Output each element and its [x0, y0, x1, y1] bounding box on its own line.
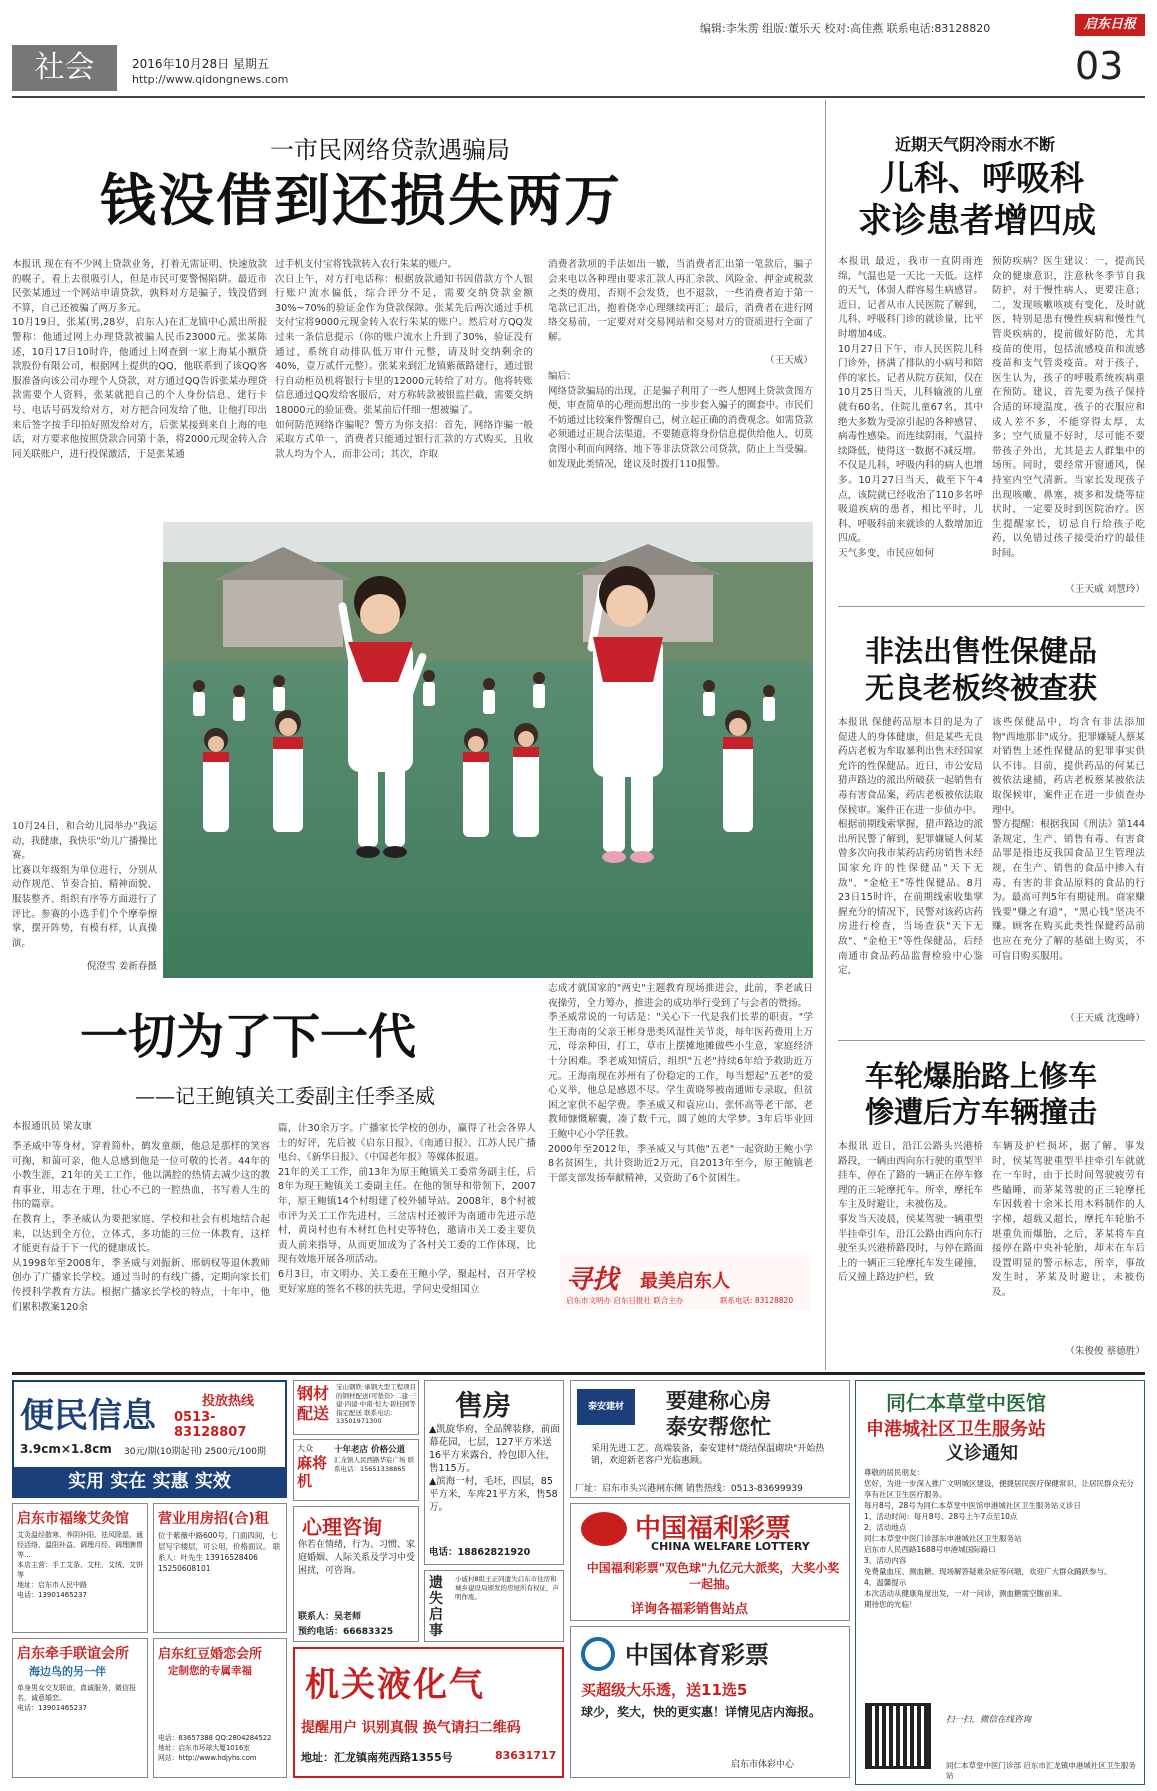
ad1-hotline-label: 投放热线: [202, 1394, 255, 1409]
col-divider: [825, 100, 826, 1370]
ad-steel[interactable]: [293, 1380, 419, 1435]
ad7-title: 启东市福缘艾灸馆: [17, 1511, 129, 1527]
ad7-body: 艾灸温经散寒、养阴补阳、祛风除湿、通经活络、温阳补益、调理月经、调理脾胃等... 本店主营：手工艾条、艾柱、艾绒、艾饼等 地址：启东市人民中路 电话：13901465237: [17, 1531, 143, 1599]
a4-col1: 本报讯 近日，沿江公路头兴港桥路段，一辆由西向东行驶的重型半挂车，停在了路的一辆正在停车修理的正三轮摩托车。所幸，摩托车车主及时避让，未被伤及。 事发当天凌晨，侯某驾驶一辆重型半挂牵引车，沿江公路由西向东行驶至头兴港桥路段时，与停在路面上的一辆正三轮摩托车发生碰撞，后又撞上路边护栏，致: [838, 1141, 983, 1284]
ad13-body: 电话：83657388 QQ:2804284522 地址：启东市环球大厦1016室 网站：http://www.hdjyhs.com: [158, 1734, 272, 1762]
a1-byline: （王天威）: [765, 355, 813, 366]
seek-title-a: 寻找: [566, 1265, 619, 1295]
a3-col1: 本报讯 保健药品原本目的是为了促进人的身体健康，但是某些无良药店老板为牟取暴利出售未经国家允许的性保健品。近日，市公安局猎声路边的派出所破获一起销售有毒有害食品案，药店老板被依法取保候审。案件正在进一步侦办中。 根据前期线索掌握，猎声路边的派出所民警了解到，犯罪嫌疑人何某曾多次向我市某药店药房销售未经国家允许的性保健品"天下无敌"、"金枪王"等性保健品。8月23日15时许，在前期线索收集掌握充分的情况下，民警对该药店药房进行检查，当场查获"天下无敌"、"金枪王"等性保健品，后经南通市食品药品监督检验中心鉴定，: [838, 717, 983, 977]
ad1-slogan: 实用 实在 实惠 实效: [14, 1467, 285, 1496]
sports-lottery-logo-icon: [581, 1637, 615, 1671]
ad11-slogan: 中国福利彩票"双色球"九亿元大派奖，大奖小奖一起抽。: [586, 1561, 840, 1591]
ad9-contact: 联系人：吴老师: [298, 1612, 362, 1622]
ad-taian-building[interactable]: [570, 1380, 850, 1498]
ad-mahjong[interactable]: [293, 1439, 419, 1501]
a5-reporter: 本报通讯员 梁友康: [12, 1121, 92, 1132]
ad12-title: 启东牵手联谊会所: [17, 1646, 129, 1662]
ad1-size: 3.9cm×1.8cm: [20, 1442, 112, 1456]
ad15-body: 球少，奖大，快的更实惠！详情见店内海报。: [581, 1705, 822, 1719]
photo-kindergarten-exercise: [163, 522, 813, 978]
ad12-sub: 海边鸟的另一伴: [29, 1665, 106, 1678]
seek-sub: 启东市文明办 启东日报社 联合主办: [566, 1296, 684, 1305]
a5-col1: 季圣威中等身材，穿着简朴，鹤发童颜，他总是那样的笑容可掬，和蔼可亲，他人总感到他是一位可敬的长者。44年的小教生涯，21年的关工工作，他以满腔的热情去减少这的教育事业，用志在于理，壮心不已的一腔热血，书写着人生的伟的篇章。 在教育上，季圣威认为要把家庭、学校和社会有机地结合起来，以达到全方位，立体式，多功能的三位一体教育，这样才能更有益于下一代的健康成长。 从1998年至2008年，季圣威与刘振新、邢炳权等退休教师创办了广播家长学校。通过当时的有线广播，定期向家长们传授科学教育方法。根据广播家长学校的特点，十年中，他们累积教案120余: [12, 1141, 270, 1313]
ad-dating-club-1[interactable]: [12, 1638, 148, 1778]
ad6-sub: 申港城社区卫生服务站: [866, 1419, 1046, 1440]
a5-col3: 志成才就国家的"两史"主题教育现场推进会，此前，季老戚日夜操劳，全力筹办，推进会的成功举行受到了与会者的赞扬。 季圣威常说的一句话是："关心下一代是我们长辈的职责。"学生王海南的父亲王彬身患类风湿性关节炎，每年医药费用上万元，母亲种田，打工，草市上摆摊地摊做些小生意，家庭经济十分困难。季老威知情后，组织"五老"持续6年给予救助近万元。王海南现在苏州有了份稳定的工作，每当想起"五老"的爱心义举，他总是感恩不尽。学生黄晓琴被南通师专录取，但贫困之家供不起学费。季圣威又和袁应山、张怀高等老干部、老教师慷慨解囊，凑了数千元，圆了她的大学梦。3年后毕业回王鲍中心小学任教。 2000年至2012年，季圣威又与其他"五老"一起资助王鲍小学8名贫困生，共计资助近2万元，自2013年至今，原王鲍镇老干部支部发扬奉献精神，又资助了6个贫困生。: [548, 983, 813, 1184]
a1-kicker: 一市民网络贷款遇骗局: [270, 136, 510, 164]
ad14-title: 机关液化气: [305, 1665, 485, 1705]
ad10-title: 遗失启事: [429, 1575, 443, 1639]
ad6-sub2: 义诊通知: [946, 1443, 1018, 1464]
ad6-footer: 同仁本草堂中医门诊部 启东市汇龙镇申港城社区卫生服务站: [946, 1761, 1136, 1780]
page-number: 03: [1075, 44, 1124, 88]
photo-credit: 倪澄雪 姜新春摄: [86, 961, 157, 972]
a2-byline: （王天威 刘慧玲）: [1065, 584, 1145, 595]
ad-lost-notice[interactable]: [424, 1570, 564, 1642]
ad14-phone: 83631717: [495, 1749, 557, 1762]
seek-banner: [560, 1255, 810, 1310]
a5-subhead: ——记王鲍镇关工委副主任季圣威: [135, 1084, 435, 1108]
date: 2016年10月28日 星期五: [132, 57, 269, 71]
a2-kicker: 近期天气阴冷雨水不断: [895, 135, 1056, 154]
header-rule: [12, 96, 1145, 98]
ad3-shop: 十年老店 价格公道: [334, 1445, 405, 1455]
ad5-title2: 泰安帮您忙: [666, 1415, 771, 1439]
ad14-slogan: 提醒用户 识别真假 换气请扫二维码: [301, 1720, 521, 1736]
a1-editor-note: 编后： 网络贷款骗局的出现，正是骗子利用了一些人想网上贷款贪图方便，审查简单的心理而想出的一步步套入骗子的圈套中。市民们不妨通过比较案件警醒自己，树立起正确的消费观念。如需贷款必须通过正规合法渠道，不要随意将身份信息提供给他人，切莫贪图小利而向网络、地下等非法贷款公司贷款，防止上当受骗。如发现此类情况，建议及时拨打110报警。: [548, 371, 813, 470]
ad12-body: 单身男女交友联谊，真诚服务，微信报名，诚意婚恋。 电话：13901465237: [17, 1684, 136, 1712]
section-label: 社会: [12, 45, 117, 91]
a2-col1: 本报讯 最近，我市一直阴雨连绵，气温也是一天比一天低。这样的天气，体弱人群容易生病感冒。近日，记者从市人民医院了解到，儿科、呼吸科门诊的就诊量，比平时增加4成。 10月27日下午，市人民医院儿科门诊外，挤满了排队的小病号和陪伴的家长。记者从院方获知，仅在10月25日当天，儿科输液的儿童就有60名，住院儿童67名，其中绝大多数为受凉引起的各种感冒、病毒性感染。而连续阴雨，气温持续降低，使得这一数据不减反增。 不仅是儿科，呼吸内科的病人也增多。10月27日当天，截至下午4点，该院就已经收治了110多名呼吸道疾病的患者，相比平时，儿科、呼吸科前来就诊的人数增加近四成。 天气多变，市民应如何: [838, 256, 983, 559]
ad15-title: 中国体育彩票: [625, 1641, 769, 1669]
ad9-phone: 预约电话：66683325: [298, 1627, 394, 1637]
ad1-title: 便民信息: [20, 1396, 156, 1436]
a3-byline: （王天威 沈逸峰）: [1065, 1013, 1145, 1024]
ad-commercial-rent[interactable]: [153, 1503, 287, 1633]
ad-dating-club-2[interactable]: [153, 1638, 287, 1778]
ad13-sub: 定制您的专属幸福: [168, 1665, 252, 1677]
divider-a2: [838, 606, 1145, 607]
ad4-body: ▲凯旋华府，全品牌装修，前面幕花园，七层，127平方米送16平方米露台，拎包即入住，售115万。 ▲滨海一村，毛坯，四层，85平方米，车库21平方米，售58万。: [429, 1424, 560, 1513]
ad9-body: 你若在情绪，行为、习惯、家庭婚姻、人际关系及学习中受困扰，可咨询。: [298, 1540, 416, 1576]
ad3-addr: 汇龙镇人民西路华宸广场 联系电话：15651338865: [334, 1456, 415, 1473]
ad-tongren-clinic[interactable]: [855, 1380, 1145, 1785]
ad-counseling[interactable]: [293, 1506, 419, 1642]
ad5-brand-logo: 泰安建材: [577, 1389, 635, 1425]
ad5-title: 要建称心房: [666, 1389, 771, 1413]
ad11-sub: 详询各福彩销售站点: [631, 1602, 749, 1617]
a1-headline: 钱没借到还损失两万: [100, 169, 622, 234]
ad8-title: 营业用房招(合)租: [158, 1511, 269, 1527]
qr-code-icon[interactable]: [868, 1706, 928, 1766]
a4-headline-2: 惨遭后方车辆撞击: [865, 1095, 1098, 1129]
lottery-logo-icon: [581, 1512, 627, 1546]
site-link[interactable]: http://www.qidongnews.com: [132, 73, 289, 86]
a2-col2: 预防疾病？医生建议：一，提高民众的健康意识，注意秋冬季节自我防护，对于慢性病人，更要注意；二，发现咳嗽咳痰有变化，及时就医，特别是患有慢性疾病和慢性气管炎疾病的，提前做好防范，尤其疫苗的使用，包括流感疫苗和流感疫苗和支气管炎疫苗。对于孩子，医生认为，孩子的呼吸系统疾病重在预防。建议，首先要为孩子保持合适的环境温度，孩子的衣服应和成人差不多，不能穿得太厚，太多；空气质量不好时，尽可能不要带孩子外出，尤其是去人群集中的场所。同时，要经常开窗通风，保持室内空气清新。当家长发现孩子出现咳嗽、鼻塞，痰多和发烧等症状时，一定要及时到医院治疗。医生提醒家长，切忌自行给孩子吃药，以免错过孩子接受治疗的最佳时间。: [992, 256, 1145, 559]
ad-lpg[interactable]: [293, 1647, 564, 1778]
ad4-phone: 电话：18862821920: [429, 1547, 531, 1558]
a5-headline: 一切为了下一代: [80, 1009, 417, 1065]
ad11-title-en: CHINA WELFARE LOTTERY: [651, 1540, 810, 1553]
ad10-body: 小戚村8组王正同遗失启东市住房和城乡建设局颁发的房屋所有权证，声明作废。: [455, 1575, 559, 1601]
a1-col2: 过手机支付宝将钱款转入农行朱某的账户。 次日上午，对方打电话称：根据放款通知书因借款方个人银行账户流水偏低，综合评分不足，需要交纳贷款金额30%~70%的验证金作为贷款保障。张某先后两次通过手机支付宝将9000元现金转入农行朱某的账户。然后对方QQ发过来一条信息提示（你的账户流水上升到了30%，验证没有通过，系统自动排队低万审什元整，请及时交纳剩余的40%，壹万贰仟元整）。张某来到汇龙镇紫薇路建行，通过银行自动柜员机将银行卡里的12000元转给了对方。他将转账信息通过QQ发给客服后，对方称转款被银监拦截，需要交纳18000元的验证费。张某前后仟细一想被骗了。 如何防范网络诈骗呢？警方为你支招：首先，网络诈骗一般采取方式单一，消费者只能通过银行汇款的方式购买，且收款人均为个人，而非公司；其次，诈取: [275, 259, 533, 460]
a1-col1: 本报讯 现在有不少网上贷款业务，打着无需证明、快速放款的幌子，看上去很吸引人，但是市民可要警惕陷阱。最近市民张某通过一个网站申请贷款，孰料对方是骗子，钱没借到不算，自己还被骗了两万多元。 10月19日，张某(男,28岁，启东人)在汇龙镇中心派出所报警称：他通过网上办理贷款被骗人民币23000元。张某陈述，10月17日10时许，他通过上网查到一家上海某小额贷款股份有限公司，根据网上提供的QQ，他联系到了该QQ客服准备向该公司办理个人贷款，对方通过QQ告诉张某办理贷款需要个人资料，张某就把自己的个人身份信息、建行卡号、电话号码发给对方，对方把合同发给了他，让他打印出来后签字按手印拍好照发给对方，后张某接到来自上海的电话，对方要求他按照贷款合同第十条，将2000元现金转入合同关联账户，进行投保激活，于是张某通: [12, 259, 267, 460]
ad-house-sale[interactable]: [424, 1380, 564, 1565]
ad1-hotline: 0513-83128807: [174, 1410, 247, 1440]
ad6-qr-caption: 扫一扫，微信在线咨询: [946, 1715, 1032, 1725]
ad-convenience-info[interactable]: [12, 1380, 287, 1498]
ad5-body: 采用先进工艺、高端装备，泰安建材"烧结保温砌块"开始热销，欢迎新老客户光临惠顾。: [591, 1444, 825, 1466]
divider-a3: [838, 1040, 1145, 1041]
paper-logo: 启东日报: [1075, 14, 1145, 36]
ad2-body: 宝山钢铁·承钢大型工程项目的钢材配送(可垫资)·二建·三建·四建·中南·恒大·碧桂园等指定配送 联系电话：13501971300: [336, 1383, 417, 1425]
ad6-body: 尊敬的居民朋友： 您好，为进一步深入推广文明城区建设，便捷居民医疗保健常识，让居民群众充分享有社区卫生医疗服务。 每月8号，28号为同仁本草堂中医馆申港城社区卫生服务站义诊日 1、活动时间：每月8号、28号上午7点至10点 2、活动地点 同仁本草堂中医门诊部东申港城社区卫生服务站 启东市人民西路1688号申港城国际路口 3、活动内容 免费量血压、测血糖、现场解答疑难杂症等问题，欢迎广大群众踊跃参与。 4、温馨提示 本次活动从健康角度出发，一对一问诊，测血糖需空腹前来。 期待您的光临！: [864, 1468, 1134, 1609]
a3-col2: 该些保健品中，均含有非法添加物"西地那非"成分。犯罪嫌疑人蔡某对销售上述性保健品的犯罪事实供认不讳。目前，提供药品的何某已被依法逮捕，药店老板蔡某被依法取保候审，案件正在进一步侦查办理中。 警方提醒：根据我国《刑法》第144条规定，生产、销售有毒、有害食品罪是指违反我国食品卫生管理法规，在生产、销售的食品中掺入有毒、有害的非食品原料的食品的行为。最高可判5年有期徒刑。商家赚钱要"赚之有道"，"黑心钱"坚决不赚。顾客在购买此类性保健药品前也应在充分了解的基础上购买，不可盲目购买服用。: [992, 717, 1145, 962]
ad-sports-lottery[interactable]: [570, 1626, 850, 1778]
ad14-addr: 地址：汇龙镇南苑西路1355号: [301, 1751, 453, 1764]
a4-byline: （朱俊俊 蔡德胜）: [1065, 1346, 1145, 1357]
ad4-title: 售房: [455, 1389, 512, 1422]
ad15-slogan: 买超级大乐透，送11选5: [581, 1681, 748, 1699]
a5-col2: 篇，计30余万字。广播家长学校的创办，赢得了社会各界人士的好评，先后被《启东日报》、《南通日报》、江苏人民广播电台、《新华日报》、《中国老年报》等媒体报道。 21年的关工工作，前13年为原王鲍镇关工委常务副主任，后8年为现王鲍镇关工委副主任。在他的领导和带领下，2007年，原王鲍镇14个村组建了校外辅导站。2008年，8个村被市评为关工工作先进村，三岔店村还被评为南通市先进示范村，黄岗村也有木材红色村史等特色，邀请市关工委主要负责人前来指导，从而更加成为了各村关工委的工作体现，比现有效地开展各项活动。 6月3日，市文明办、关工委在王鲍小学，聚起村，召开学校更好家庭的签名不移的扶先进，学问史受组国立: [278, 1123, 536, 1295]
seek-title-b: 最美启东人: [640, 1271, 730, 1292]
ad9-title: 心理咨询: [302, 1515, 382, 1539]
ad6-title: 同仁本草堂中医馆: [886, 1391, 1046, 1415]
a4-col2: 车辆及护栏损坏，据了解，事发时，侯某驾驶重型半挂牵引车就就在一车时，由于长时间驾驶疲劳有些瞌睡，而茅某驾驶的正三轮摩托车因载着十余米长用木料制作的人字梯，超载又超长，摩托车轮胎不堪重负而爆胎，之后，茅某将车直接停在路中央补轮胎，却未在车后设置明显的警示标志，所幸，事故发生时，茅某及时避让，未被伤及。: [992, 1141, 1145, 1298]
ad5-addr: 厂址：启东市头兴港闸东侧 销售热线：0513-83699939: [575, 1484, 803, 1494]
a1-col3: 消费者款项的手法如出一辙，当消费者汇出第一笔款后，骗子会来电以各种理由要求汇款人再汇余款、风险金、押金或税款之类的费用，否则不会发货，也不退款，一些消费者迫于第一笔款已汇出，抱着侥幸心理继续再汇；最后，消费者在进行网络交易前，一定要对对交易网站和交易对方的资质进行全面了解。: [548, 259, 813, 343]
ads-rule: [12, 1372, 1145, 1375]
ad1-price: 30元/期(10期起刊) 2500元/100期: [124, 1447, 266, 1457]
ad3-title: 麻将机: [297, 1454, 328, 1490]
photo-illustration: [163, 522, 813, 978]
editor-line: 编辑:李朱雳 组版:董乐天 校对:高佳燕 联系电话:83128820: [700, 22, 991, 35]
a3-headline-2: 无良老板终被查获: [865, 671, 1098, 705]
a4-headline-1: 车轮爆胎路上修车: [865, 1059, 1098, 1093]
ad3-prefix: 大众: [297, 1444, 313, 1453]
ad13-title: 启东红豆婚恋会所: [158, 1647, 263, 1662]
photo-caption: 10月24日，和合幼儿园举办"我运动，我健康，我快乐"幼儿广播操比赛。 比赛以年级组为单位进行，分别从动作规范、节奏合拍、精神面貌、服装整齐、组织有序等方面进行了评比。参赛的小选手们个个摩拳擦掌，摆开阵势，有模有样，认真操演。: [12, 821, 157, 949]
ad-welfare-lottery[interactable]: [570, 1503, 850, 1621]
a2-headline-1: 儿科、呼吸科: [880, 159, 1084, 199]
ad2-title: 钢材配送: [297, 1384, 330, 1423]
a3-headline-1: 非法出售性保健品: [865, 634, 1098, 668]
ad11-title: 中国福利彩票: [635, 1514, 792, 1544]
seek-phone: 联系电话: 83128820: [720, 1296, 794, 1305]
ad-moxibustion[interactable]: [12, 1503, 148, 1633]
ad8-body: 位于紫薇中路600号，门面四间，七层写字楼层，可公用，价格面议。 联系人：叶先生 13916528406 15250608101: [158, 1531, 281, 1573]
a2-headline-2: 求诊患者增四成: [858, 201, 1096, 241]
ad15-footer: 启东市体彩中心: [731, 1760, 795, 1770]
